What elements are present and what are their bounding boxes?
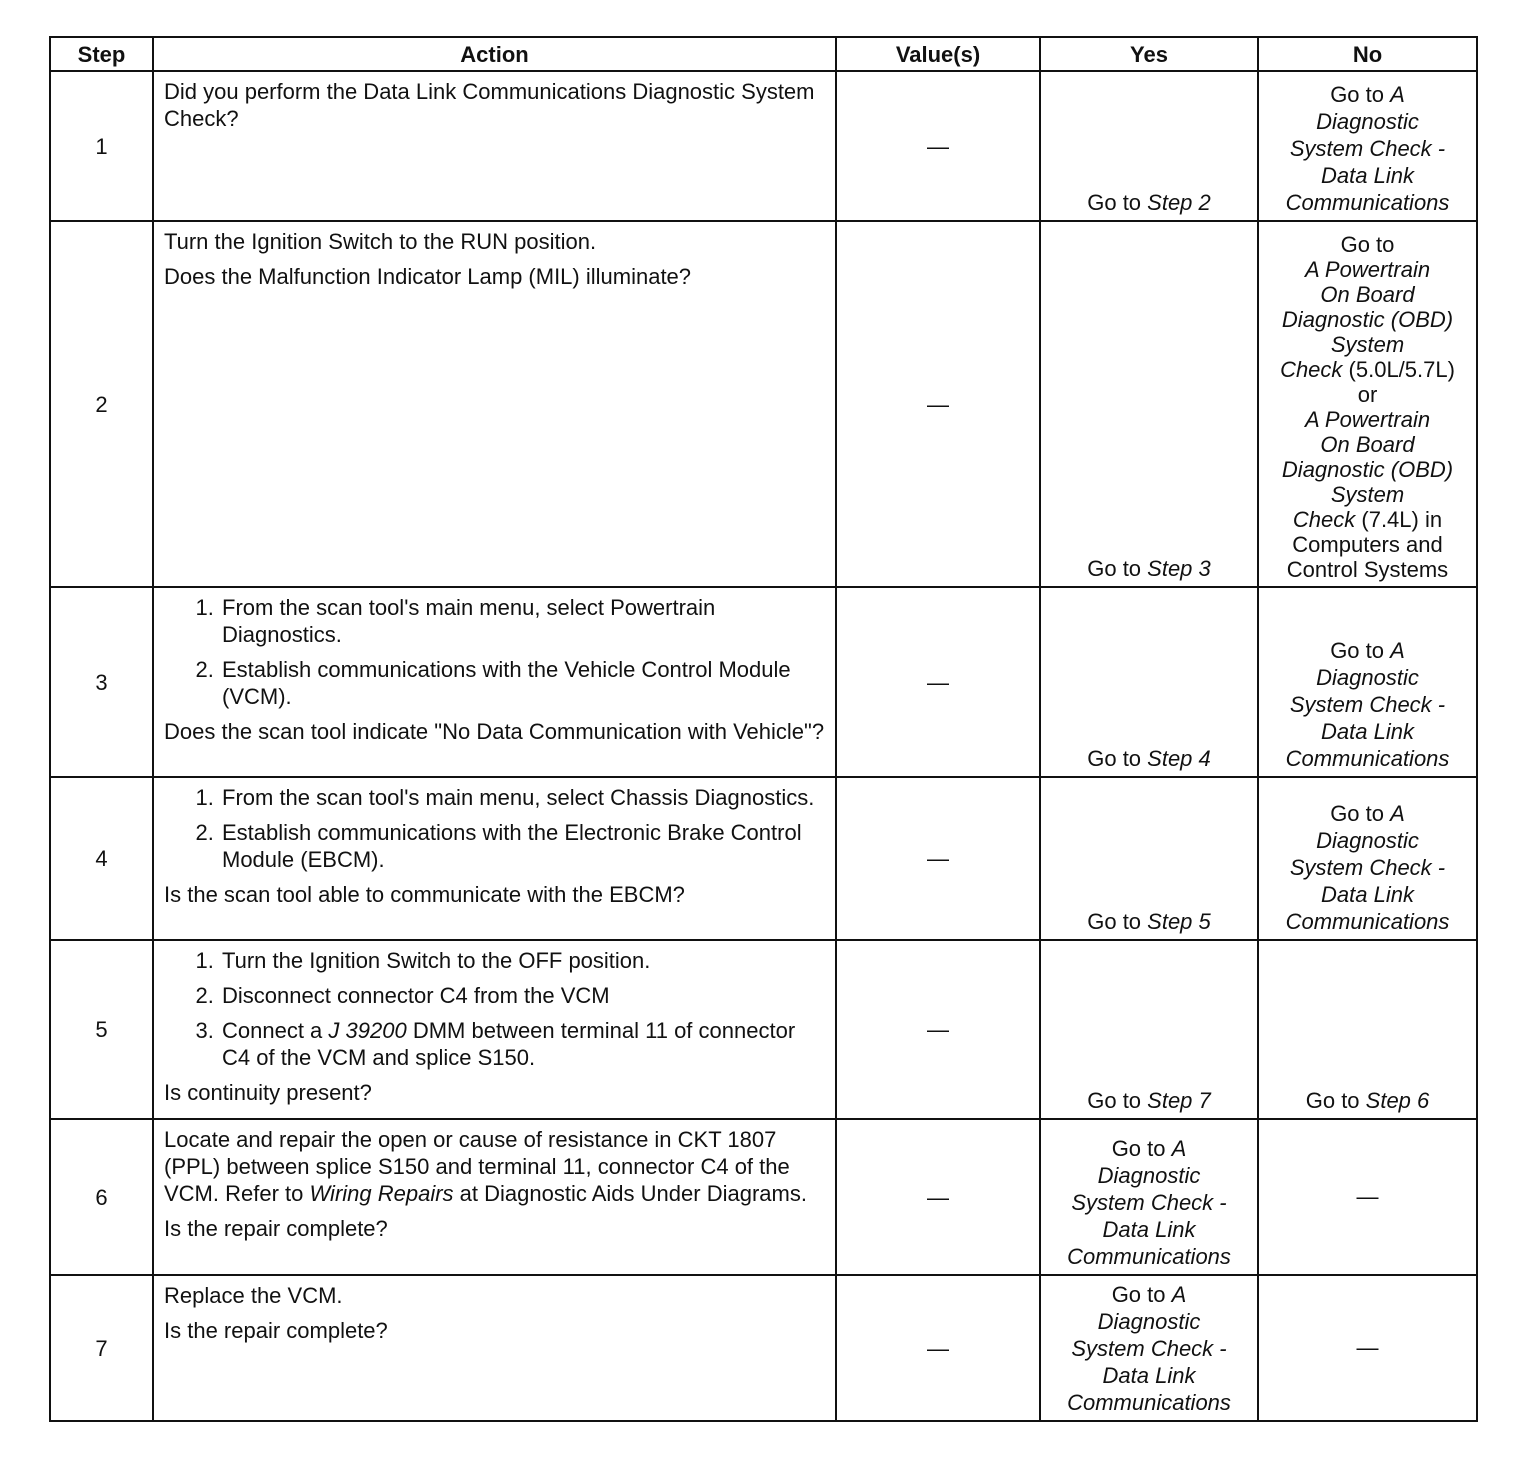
no-cell: — — [1258, 1119, 1477, 1275]
no-cell — [1258, 221, 1477, 587]
italic-reference: On Board — [1320, 432, 1415, 457]
italic-reference: Communications — [1285, 909, 1450, 934]
action-cell — [153, 940, 836, 1119]
table-row — [50, 777, 1477, 940]
italic-reference: Data Link — [1321, 163, 1414, 188]
action-paragraph — [164, 1215, 825, 1242]
italic-reference: A — [1390, 82, 1405, 107]
text-segment: Go to — [1340, 232, 1395, 257]
no-line — [1263, 189, 1472, 216]
step-number: 1 — [50, 71, 153, 221]
no-line — [1263, 81, 1472, 108]
italic-reference: J 39200 — [328, 1018, 407, 1043]
no-line — [1263, 482, 1472, 507]
yes-cell — [1040, 71, 1258, 221]
no-line — [1263, 800, 1472, 827]
italic-reference: System Check - — [1071, 1336, 1227, 1361]
action-cell — [153, 221, 836, 587]
no-line — [1263, 232, 1472, 257]
step-number: 2 — [50, 221, 153, 587]
table-row — [50, 587, 1477, 777]
action-paragraph — [164, 1282, 825, 1309]
italic-reference: A Powertrain — [1304, 257, 1431, 282]
no-line — [1263, 908, 1472, 935]
text-segment: Turn the Ignition Switch to the OFF position. — [222, 948, 651, 973]
no-cell — [1258, 777, 1477, 940]
yes-line — [1045, 1308, 1253, 1335]
no-cell — [1258, 587, 1477, 777]
italic-reference: Communications — [1067, 1244, 1231, 1269]
italic-reference: Communications — [1067, 1390, 1231, 1415]
italic-reference: Step 4 — [1147, 746, 1211, 771]
table-body — [50, 71, 1477, 1421]
italic-reference: Step 2 — [1147, 190, 1211, 215]
no-line — [1263, 1087, 1472, 1114]
header-action: Action — [153, 37, 836, 71]
text-segment: Go to — [1305, 1088, 1366, 1113]
yes-line — [1045, 1243, 1253, 1270]
no-line — [1263, 557, 1472, 582]
step-number: 5 — [50, 940, 153, 1119]
header-no: No — [1258, 37, 1477, 71]
italic-reference: Step 3 — [1147, 556, 1211, 581]
action-paragraph — [164, 1317, 825, 1344]
value-cell: — — [836, 71, 1040, 221]
yes-line — [1045, 1362, 1253, 1389]
italic-reference: A — [1390, 801, 1405, 826]
action-step: 1. From the scan tool's main menu, select Chassis Diagnostics. — [220, 784, 825, 811]
action-step — [220, 947, 825, 974]
text-segment: Go to — [1330, 638, 1391, 663]
italic-reference: Step 5 — [1147, 909, 1211, 934]
text-segment: Computers and — [1292, 532, 1443, 557]
no-line — [1263, 691, 1472, 718]
action-step — [220, 1017, 825, 1071]
no-line — [1263, 457, 1472, 482]
header-yes: Yes — [1040, 37, 1258, 71]
text-segment: Go to — [1087, 556, 1148, 581]
italic-reference: Diagnostic (OBD) — [1281, 307, 1454, 332]
italic-reference: Step 6 — [1365, 1088, 1430, 1113]
action-step — [220, 982, 825, 1009]
text-segment: Control Systems — [1286, 557, 1449, 582]
text-segment: Did you perform the Data Link Communications Diagnostic System Check? — [164, 79, 815, 131]
yes-line — [1045, 908, 1253, 935]
action-cell — [153, 1119, 836, 1275]
no-line — [1263, 135, 1472, 162]
text-segment: Is continuity present? — [164, 1080, 372, 1105]
yes-cell — [1040, 1119, 1258, 1275]
action-paragraph — [164, 228, 825, 255]
yes-line — [1045, 1087, 1253, 1114]
italic-reference: System Check - — [1289, 855, 1446, 880]
header-step: Step — [50, 37, 153, 71]
italic-reference: Diagnostic — [1097, 1309, 1201, 1334]
yes-cell — [1040, 1275, 1258, 1421]
italic-reference: Communications — [1285, 746, 1450, 771]
italic-reference: Data Link — [1102, 1363, 1196, 1388]
italic-reference: A — [1171, 1282, 1187, 1307]
action-steps-list — [164, 947, 825, 1071]
text-segment: Is the repair complete? — [164, 1216, 388, 1241]
value-cell: — — [836, 940, 1040, 1119]
italic-reference: A — [1390, 638, 1405, 663]
step-number: 3 — [50, 587, 153, 777]
text-segment: Connect a — [222, 1018, 329, 1043]
table-row — [50, 221, 1477, 587]
text-segment: DMM between terminal 11 of connector C4 of the VCM and splice S150. — [222, 1018, 796, 1070]
header-values: Value(s) — [836, 37, 1040, 71]
value-cell: — — [836, 587, 1040, 777]
text-segment: Go to — [1087, 909, 1148, 934]
text-segment: Replace the VCM. — [164, 1283, 343, 1308]
value-cell: — — [836, 1275, 1040, 1421]
italic-reference: Check — [1280, 357, 1343, 382]
italic-reference: A — [1171, 1136, 1187, 1161]
yes-line — [1045, 745, 1253, 772]
yes-cell — [1040, 940, 1258, 1119]
no-line — [1263, 108, 1472, 135]
yes-line — [1045, 1281, 1253, 1308]
italic-reference: Check — [1292, 507, 1356, 532]
yes-line — [1045, 1335, 1253, 1362]
no-line — [1263, 407, 1472, 432]
yes-line — [1045, 1216, 1253, 1243]
text-segment: Disconnect connector C4 from the VCM — [222, 983, 610, 1008]
value-cell: — — [836, 777, 1040, 940]
step-number: 4 — [50, 777, 153, 940]
text-segment: Is the scan tool able to communicate with the EBCM? — [164, 882, 685, 907]
italic-reference: Diagnostic — [1097, 1163, 1201, 1188]
action-paragraph — [164, 1126, 825, 1207]
table-row — [50, 1275, 1477, 1421]
no-line — [1263, 637, 1472, 664]
header-row — [50, 37, 1477, 71]
action-step: 1. From the scan tool's main menu, select Powertrain Diagnostics. — [220, 594, 825, 648]
text-segment: at Diagnostic Aids Under Diagrams. — [453, 1181, 807, 1206]
yes-line — [1045, 1189, 1253, 1216]
italic-reference: System — [1330, 482, 1405, 507]
text-segment: Go to — [1087, 190, 1148, 215]
action-steps-list — [164, 784, 825, 873]
text-segment: Go to — [1111, 1282, 1172, 1307]
table-row — [50, 1119, 1477, 1275]
text-segment: Is the repair complete? — [164, 1318, 388, 1343]
no-cell — [1258, 71, 1477, 221]
action-paragraph — [164, 718, 825, 745]
yes-line — [1045, 189, 1253, 216]
text-segment: Go to — [1087, 1088, 1148, 1113]
text-segment: Go to — [1087, 746, 1148, 771]
italic-reference: System — [1330, 332, 1405, 357]
no-line — [1263, 718, 1472, 745]
italic-reference: On Board — [1320, 282, 1415, 307]
no-line — [1263, 881, 1472, 908]
yes-line — [1045, 1135, 1253, 1162]
italic-reference: Diagnostic — [1316, 828, 1419, 853]
diagnostic-table — [49, 36, 1478, 1422]
no-line — [1263, 257, 1472, 282]
yes-cell — [1040, 221, 1258, 587]
no-line — [1263, 854, 1472, 881]
action-cell — [153, 777, 836, 940]
italic-reference: Step 7 — [1147, 1088, 1211, 1113]
italic-reference: Diagnostic (OBD) — [1281, 457, 1454, 482]
no-line — [1263, 827, 1472, 854]
action-paragraph — [164, 78, 825, 132]
text-segment: Go to — [1111, 1136, 1172, 1161]
text-segment: (7.4L) in — [1355, 507, 1443, 532]
no-cell — [1258, 940, 1477, 1119]
italic-reference: Data Link — [1321, 719, 1414, 744]
no-line — [1263, 282, 1472, 307]
italic-reference: Data Link — [1102, 1217, 1196, 1242]
table-row — [50, 71, 1477, 221]
yes-line — [1045, 1389, 1253, 1416]
italic-reference: System Check - — [1071, 1190, 1227, 1215]
action-step: 2. Establish communications with the Electronic Brake Control Module (EBCM). — [220, 819, 825, 873]
step-number: 7 — [50, 1275, 153, 1421]
action-cell — [153, 587, 836, 777]
table-row — [50, 940, 1477, 1119]
yes-line — [1045, 1162, 1253, 1189]
action-cell — [153, 1275, 836, 1421]
no-line — [1263, 332, 1472, 357]
value-cell: — — [836, 221, 1040, 587]
italic-reference: Diagnostic — [1316, 109, 1419, 134]
value-cell: — — [836, 1119, 1040, 1275]
no-line — [1263, 162, 1472, 189]
italic-reference: Data Link — [1321, 882, 1414, 907]
italic-reference: Wiring Repairs — [309, 1181, 454, 1206]
no-line — [1263, 507, 1472, 532]
no-cell: — — [1258, 1275, 1477, 1421]
no-line — [1263, 307, 1472, 332]
action-paragraph — [164, 881, 825, 908]
yes-cell — [1040, 587, 1258, 777]
italic-reference: Communications — [1285, 190, 1450, 215]
step-number: 6 — [50, 1119, 153, 1275]
text-segment: Locate and repair the open or cause of resistance in CKT 1807 (PPL) between splice S150 and terminal 11, connector C4 of the VCM. Refer to — [164, 1127, 790, 1206]
no-line — [1263, 532, 1472, 557]
text-segment: Does the Malfunction Indicator Lamp (MIL) illuminate? — [164, 264, 692, 289]
no-line — [1263, 382, 1472, 407]
text-segment: Go to — [1330, 801, 1391, 826]
text-segment: Go to — [1330, 82, 1391, 107]
no-line — [1263, 432, 1472, 457]
action-cell — [153, 71, 836, 221]
no-line — [1263, 357, 1472, 382]
no-line — [1263, 664, 1472, 691]
no-line — [1263, 745, 1472, 772]
action-steps-list — [164, 594, 825, 710]
italic-reference: A Powertrain — [1304, 407, 1431, 432]
italic-reference: System Check - — [1289, 692, 1446, 717]
yes-line — [1045, 555, 1253, 582]
italic-reference: System Check - — [1289, 136, 1446, 161]
yes-cell — [1040, 777, 1258, 940]
action-step: 2. Establish communications with the Vehicle Control Module (VCM). — [220, 656, 825, 710]
text-segment: (5.0L/5.7L) — [1342, 357, 1455, 382]
text-segment: Turn the Ignition Switch to the RUN position. — [164, 229, 597, 254]
text-segment: Does the scan tool indicate "No Data Communication with Vehicle"? — [164, 719, 825, 744]
action-paragraph — [164, 1079, 825, 1106]
text-segment: or — [1357, 382, 1378, 407]
action-paragraph — [164, 263, 825, 290]
italic-reference: Diagnostic — [1316, 665, 1419, 690]
